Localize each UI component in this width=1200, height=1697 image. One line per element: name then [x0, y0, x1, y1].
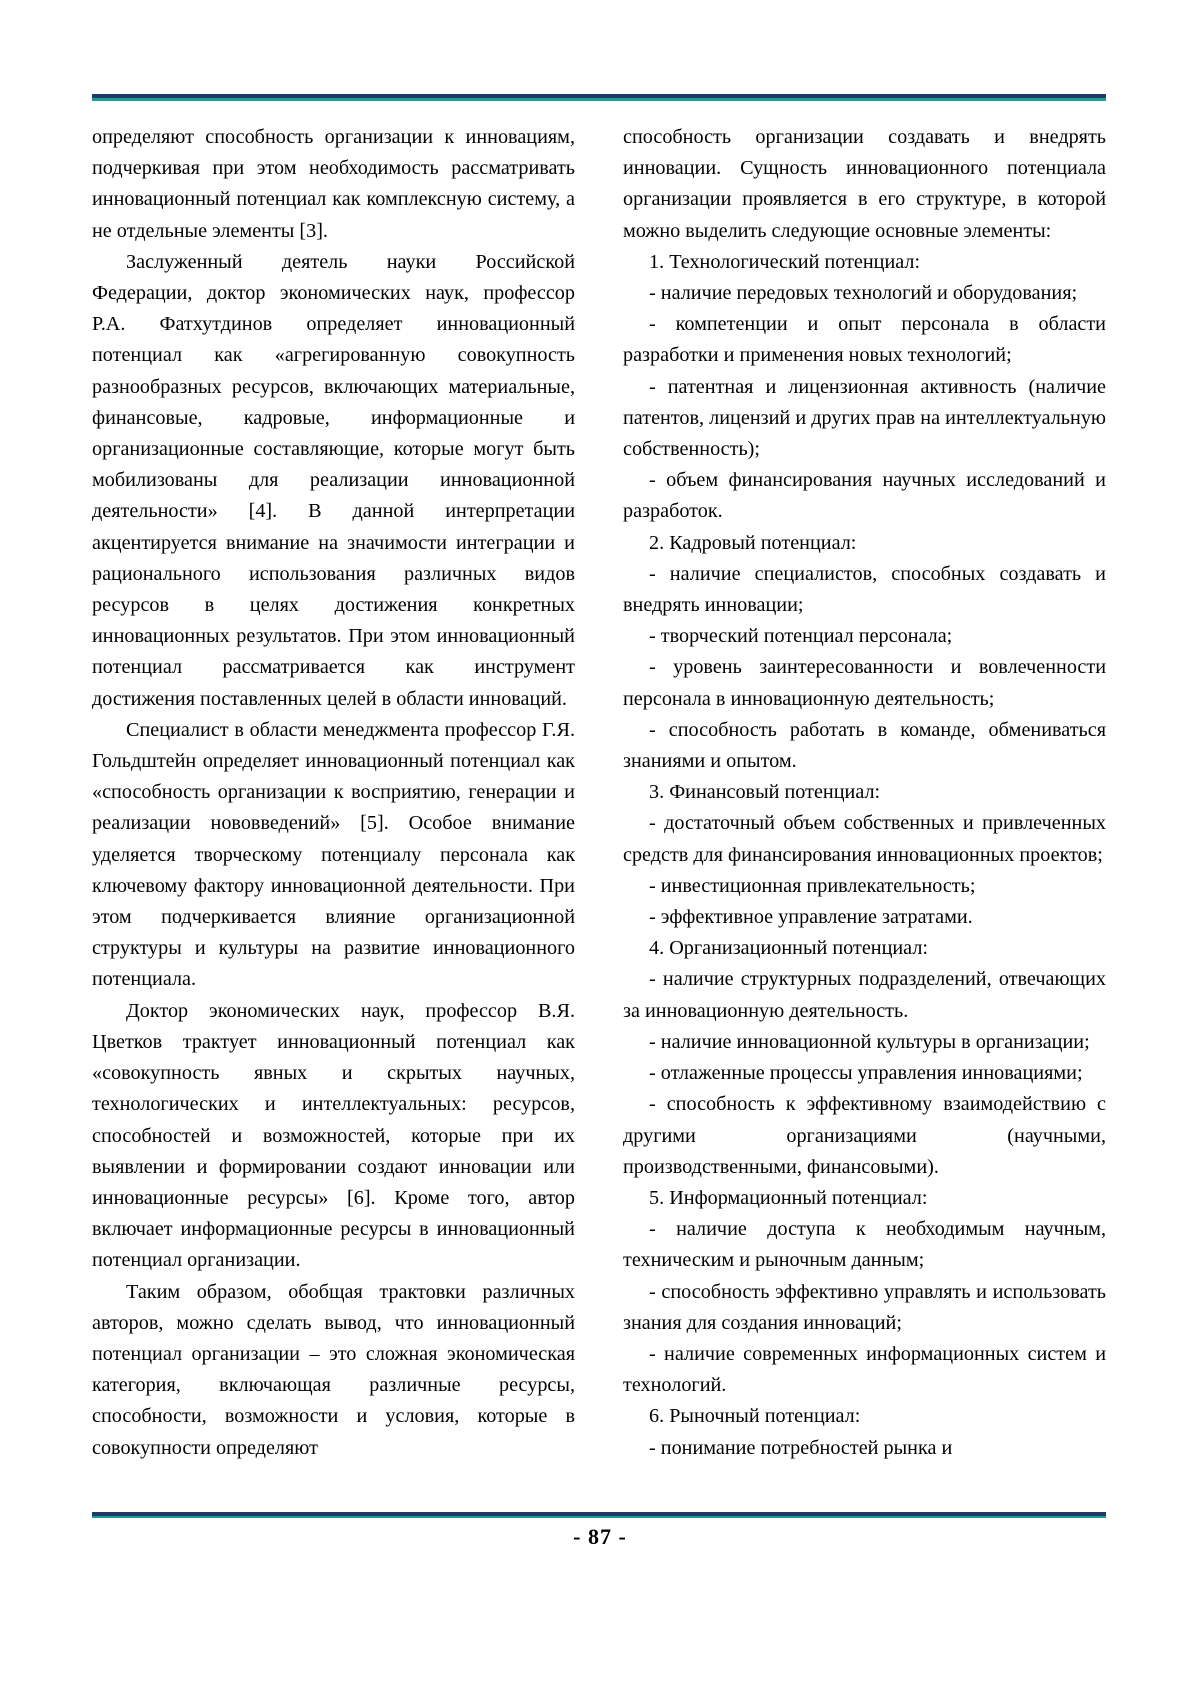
paragraph: - эффективное управление затратами.	[649, 906, 973, 929]
paragraph: - наличие инновационной культуры в организации;	[649, 1030, 1090, 1053]
paragraph: - патентная и лицензионная активность (наличие патентов, лицензий и других прав на интеллектуальную собственность);	[623, 375, 1106, 461]
paragraph: 3. Финансовый потенциал:	[649, 781, 881, 804]
paragraph: - уровень заинтересованности и вовлеченности персонала в инновационную деятельность;	[623, 656, 1106, 710]
paragraph: - инвестиционная привлекательность;	[649, 874, 976, 897]
header-divider-rule	[92, 94, 1106, 101]
paragraph: 1. Технологический потенциал:	[649, 250, 921, 273]
footer-divider-accent	[92, 1516, 1106, 1518]
paragraph: - способность работать в команде, обмениваться знаниями и опытом.	[623, 718, 1106, 773]
paragraph: - отлаженные процессы управления инновациями;	[649, 1062, 1083, 1085]
page-number: - 87 -	[573, 1524, 627, 1549]
header-divider-accent	[92, 98, 1106, 100]
paragraph: - наличие современных информационных систем и технологий.	[623, 1342, 1106, 1397]
paragraph: - наличие специалистов, способных создавать и внедрять инновации;	[623, 562, 1106, 617]
paragraph: 6. Рыночный потенциал:	[649, 1405, 861, 1428]
paragraph: - компетенции и опыт персонала в области разработки и применения новых технологий;	[623, 313, 1106, 367]
footer-divider-rule	[92, 1512, 1106, 1517]
paragraph: - способность эффективно управлять и использовать знания для создания инноваций;	[623, 1280, 1106, 1334]
paragraph: - наличие передовых технологий и оборудования;	[649, 282, 1078, 305]
paragraph: Таким образом, обобщая трактовки различных авторов, можно сделать вывод, что инновационный потенциал организации – это сложная экономическая категория, включающая различные ресурсы, способности, возможности и условия, которые в совокупности определяют	[92, 1280, 575, 1459]
paragraph: - достаточный объем собственных и привлеченных средств для финансирования инновационных проектов;	[623, 812, 1106, 866]
paragraph: - наличие структурных подразделений, отвечающих за инновационную деятельность.	[623, 968, 1106, 1022]
paragraph: 4. Организационный потенциал:	[649, 937, 929, 960]
paragraph: 2. Кадровый потенциал:	[649, 531, 857, 554]
paragraph: 5. Информационный потенциал:	[649, 1186, 928, 1209]
paragraph: - способность к эффективному взаимодействию с другими организациями (научными, производственными, финансовыми).	[623, 1093, 1106, 1178]
paragraph: Доктор экономических наук, профессор В.Я. Цветков трактует инновационный потенциал как «совокупность явных и скрытых научных, технологических и интеллектуальных: ресурсов, способностей и возможностей, которые при их выявлении и формировании создают инновации или инновационные ресурсы» [6]. Кроме того, автор включает информационные ресурсы в инновационный потенциал организации.	[92, 999, 575, 1272]
paragraph: - творческий потенциал персонала;	[649, 625, 953, 648]
paragraph: Заслуженный деятель науки Российской Федерации, доктор экономических наук, профессор Р.А. Фатхутдинов определяет инновационный потенциал как «агрегированную совокупность разнообразных ресурсов, включающих материальные, финансовые, кадровые, информационные и организационные составляющие, которые могут быть мобилизованы для реализации инновационной деятельности» [4]. В данной интерпретации акцентируется внимание на значимости интеграции и рационального использования различных видов ресурсов в целях достижения конкретных инновационных результатов. При этом инновационный потенциал рассматривается как инструмент достижения поставленных целей в области инноваций.	[92, 250, 575, 710]
column-left	[92, 122, 575, 1502]
text-body	[92, 122, 1106, 1502]
paragraph: определяют способность организации к инновациям, подчеркивая при этом необходимость рассматривать инновационный потенциал как комплексную систему, а не отдельные элементы [3].	[92, 126, 575, 242]
paragraph: - объем финансирования научных исследований и разработок.	[623, 469, 1106, 523]
paragraph: - наличие доступа к необходимым научным, техническим и рыночным данным;	[623, 1218, 1106, 1272]
column-right	[623, 122, 1106, 1502]
paragraph: способность организации создавать и внедрять инновации. Сущность инновационного потенциала организации проявляется в его структуре, в которой можно выделить следующие основные элементы:	[623, 126, 1106, 242]
paragraph: - понимание потребностей рынка и	[649, 1436, 953, 1459]
paragraph: Специалист в области менеджмента профессор Г.Я. Гольдштейн определяет инновационный потенциал как «способность организации к восприятию, генерации и реализации нововведений» [5]. Особое внимание уделяется творческому потенциалу персонала как ключевому фактору инновационной деятельности. При этом подчеркивается влияние организационной структуры и культуры на развитие инновационного потенциала.	[92, 718, 575, 991]
